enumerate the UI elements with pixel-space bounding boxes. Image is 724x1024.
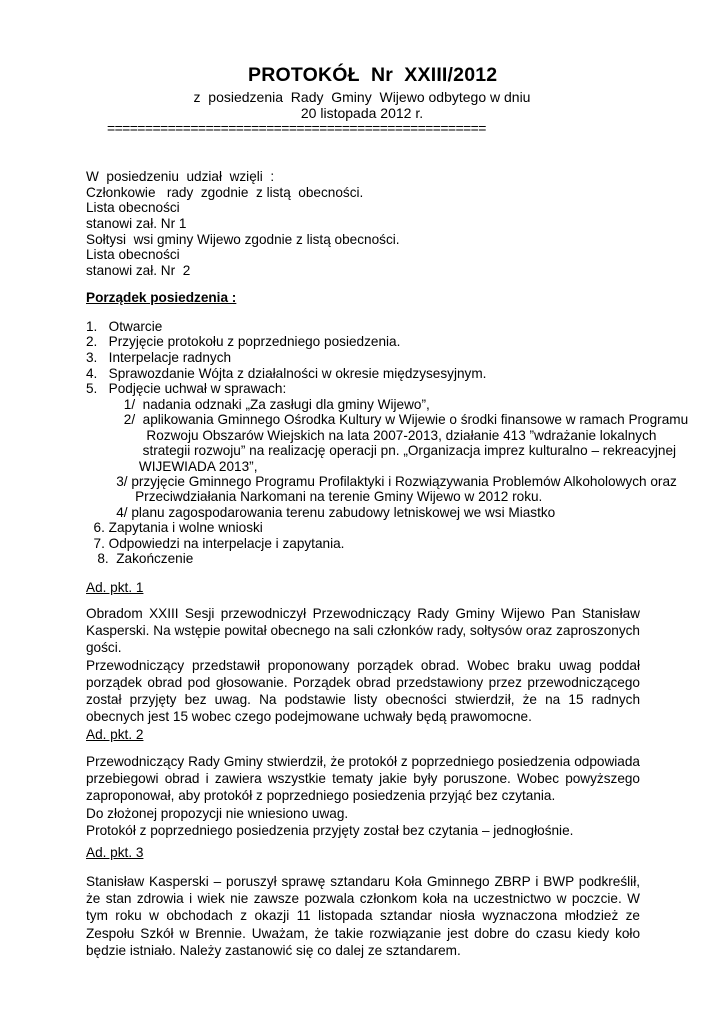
agenda-item: 1. Otwarcie xyxy=(86,319,163,334)
agenda-item: strategii rozwoju” na realizację operacji pn. „Organizacja imprez kulturalno – rekreacyjnej xyxy=(86,443,677,458)
attendance-line: stanowi zał. Nr 1 xyxy=(86,216,187,231)
section-body xyxy=(86,753,640,839)
agenda-item: 1/ nadania odznaki „Za zasługi dla gminy Wijewo”, xyxy=(86,397,430,412)
agenda-item: 2/ aplikowania Gminnego Ośrodka Kultury w Wijewie o środki finansowe w ramach Programu xyxy=(86,412,689,427)
paragraph: Przewodniczący Rady Gminy stwierdził, że protokół z poprzedniego posiedzenia odpowiada przebiegowi obrad i zawiera wszystkie tematy jakie były poruszone. Wobec powyższego zaproponował, aby protokół z poprzedniego posiedzenia przyjąć bez czytania. xyxy=(86,754,640,804)
paragraph: Stanisław Kasperski – poruszył sprawę sztandaru Koła Gminnego ZBRP i BWP podkreślił, że stan zdrowia i wiek nie zawsze pozwala członkom koła na uczestnictwo w poczcie. W tym roku w obchodach z okazji 11 listopada sztandar niosła wyznaczona młodzież ze Zespołu Szkół w Brennie. Uważam, że takie rozwiązanie jest dobre do czasu kiedy koło będzie istniało. Należy zastanowić się co dalej ze sztandarem. xyxy=(86,874,640,958)
section-body xyxy=(86,873,640,959)
section-heading: Ad. pkt. 1 xyxy=(86,580,144,595)
attendance-line: W posiedzeniu udział wzięli : xyxy=(86,169,275,184)
agenda-item: 5. Podjęcie uchwał w sprawach: xyxy=(86,381,287,396)
attendance-line: Sołtysi wsi gminy Wijewo zgodnie z listą obecności. xyxy=(86,232,400,247)
attendance-line: stanowi zał. Nr 2 xyxy=(86,263,191,278)
section-heading: Ad. pkt. 2 xyxy=(86,727,144,742)
agenda-item: 8. Zakończenie xyxy=(86,551,194,566)
agenda-item: WIJEWIADA 2013”, xyxy=(86,459,258,474)
attendance-line: Lista obecności xyxy=(86,247,180,262)
agenda-item: Rozwoju Obszarów Wiejskich na lata 2007-2013, działanie 413 ”wdrażanie lokalnych xyxy=(86,428,657,443)
document-subtitle-line2: 20 listopada 2012 r. xyxy=(300,105,424,121)
agenda-item: Przeciwdziałania Narkomani na terenie Gminy Wijewo w 2012 roku. xyxy=(86,489,543,504)
document-subtitle-line1: z posiedzenia Rady Gminy Wijewo odbytego w dniu xyxy=(193,89,531,105)
attendance-line: Lista obecności xyxy=(86,200,180,215)
agenda-item: 4. Sprawozdanie Wójta z działalności w okresie międzysesyjnym. xyxy=(86,366,487,381)
agenda-item: 3. Interpelacje radnych xyxy=(86,350,232,365)
agenda-item: 7. Odpowiedzi na interpelacje i zapytania. xyxy=(86,536,345,551)
document-title: PROTOKÓŁ Nr XXIII/2012 xyxy=(248,64,498,86)
agenda-item: 3/ przyjęcie Gminnego Programu Profilaktyki i Rozwiązywania Problemów Alkoholowych oraz xyxy=(86,474,677,489)
section-heading: Ad. pkt. 3 xyxy=(86,845,144,860)
attendance-line: Członkowie rady zgodnie z listą obecności. xyxy=(86,185,364,200)
separator-rule: ================================================== xyxy=(107,120,486,136)
agenda-item: 2. Przyjęcie protokołu z poprzedniego posiedzenia. xyxy=(86,334,401,349)
agenda-item: 6. Zapytania i wolne wnioski xyxy=(86,520,263,535)
agenda-heading: Porządek posiedzenia : xyxy=(86,290,237,305)
paragraph: Obradom XXIII Sesji przewodniczył Przewodniczący Rady Gminy Wijewo Pan Stanisław Kasperski. Na wstępie powitał obecnego na sali członków rady, sołtysów oraz zaproszonych gości. xyxy=(86,606,640,656)
paragraph: Do złożonej propozycji nie wniesiono uwag. xyxy=(86,805,349,821)
agenda-item: 4/ planu zagospodarowania terenu zabudowy letniskowej we wsi Miastko xyxy=(86,505,556,520)
paragraph: Protokół z poprzedniego posiedzenia przyjęty został bez czytania – jednogłośnie. xyxy=(86,822,574,838)
paragraph: Przewodniczący przedstawił proponowany porządek obrad. Wobec braku uwag poddał porządek obrad pod głosowanie. Porządek obrad przedstawiony przez przewodniczącego został przyjęty bez uwag. Na podstawie listy obecności stwierdził, że na 15 radnych obecnych jest 15 wobec czego podejmowane uchwały będą prawomocne. xyxy=(86,657,640,725)
section-body xyxy=(86,605,640,725)
